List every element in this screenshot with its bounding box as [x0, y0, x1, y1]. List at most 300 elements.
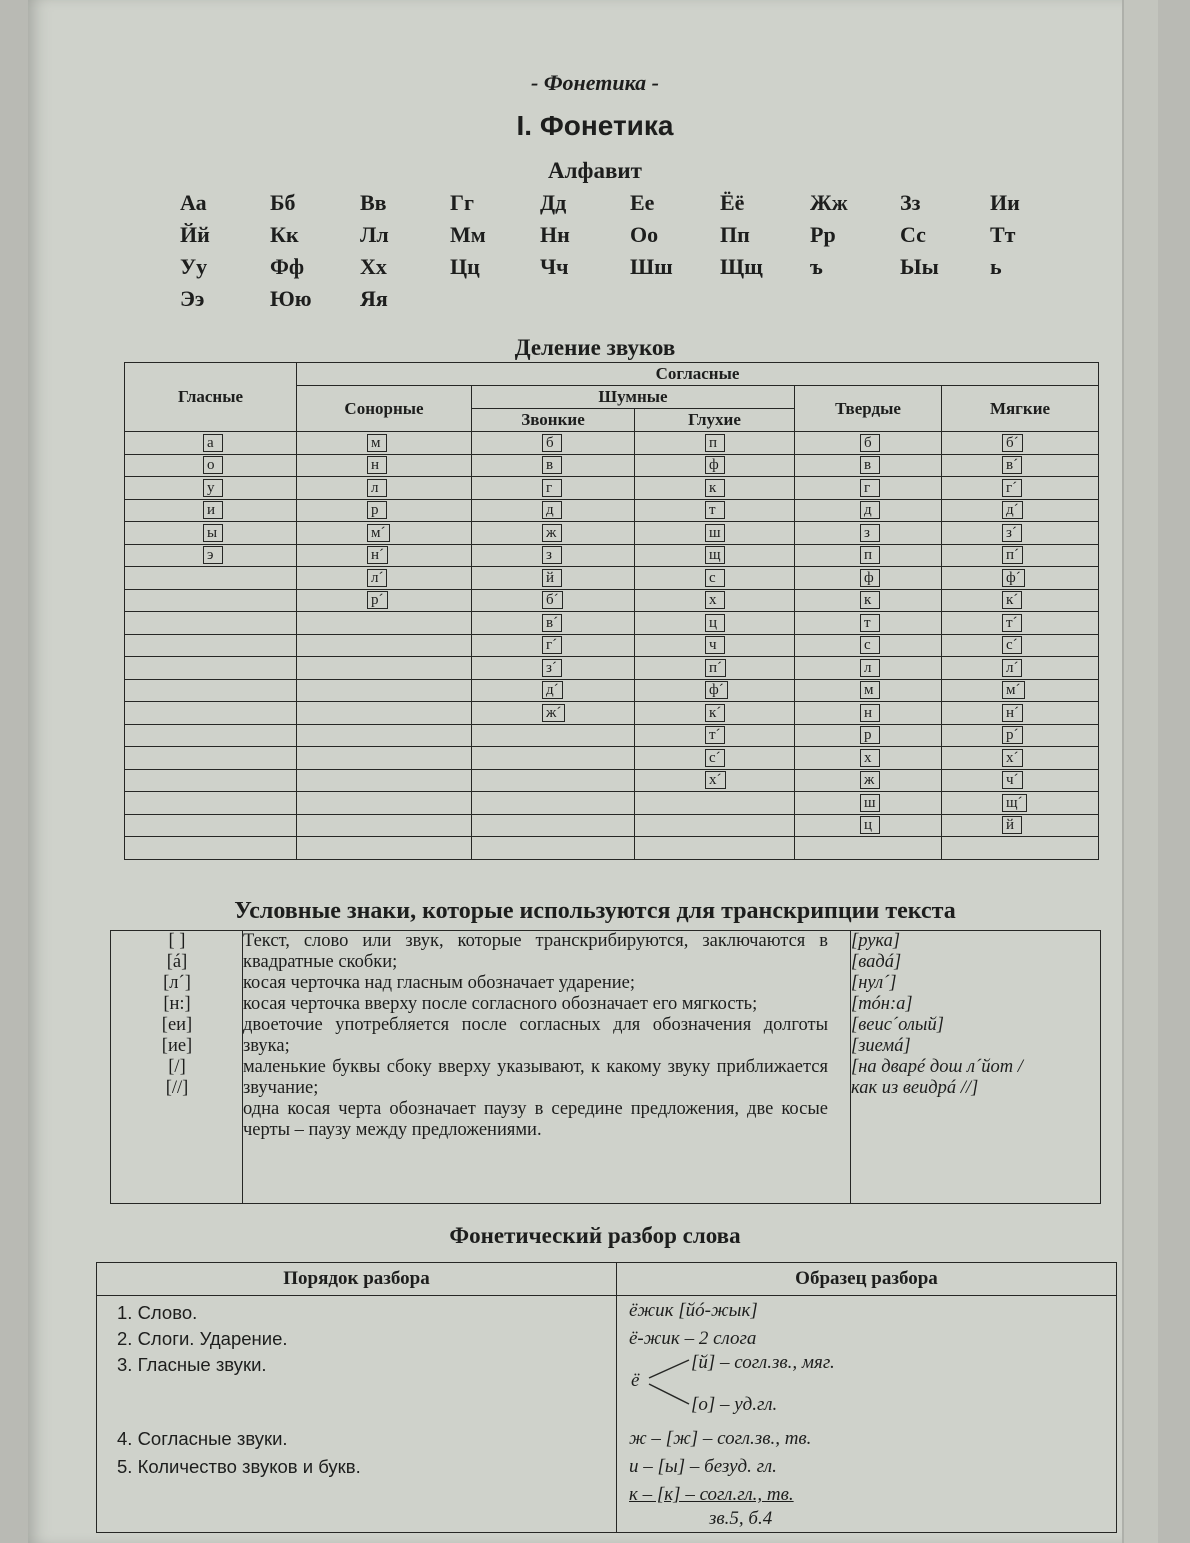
sound-cell [125, 634, 297, 657]
branch-lines [645, 1352, 695, 1412]
header-voiceless: Глухие [635, 409, 795, 432]
alphabet-letter: Ее [630, 190, 655, 215]
sound-cell [635, 814, 795, 837]
alphabet-letter: Вв [360, 190, 387, 215]
sound-symbol: р´ [1002, 726, 1023, 744]
running-title: - Фонетика - [531, 70, 659, 95]
alphabet-grid [170, 188, 1070, 313]
sound-cell [297, 657, 472, 680]
sound-cell [472, 454, 635, 477]
sound-cell [297, 634, 472, 657]
sound-symbol: н [367, 456, 387, 474]
alphabet-letter: Ыы [900, 254, 939, 279]
sound-cell [297, 702, 472, 725]
sound-cell [472, 567, 635, 590]
sound-cell [942, 544, 1099, 567]
sound-symbol: з´ [542, 659, 562, 677]
sound-cell [795, 477, 942, 500]
sound-cell [635, 499, 795, 522]
page-edge [1122, 0, 1158, 1543]
sound-symbol: н´ [367, 546, 388, 564]
sound-symbol: х´ [1002, 749, 1023, 767]
sound-symbol: ц [860, 816, 880, 834]
alphabet-letter: Йй [180, 222, 210, 247]
sound-symbol: з [860, 524, 880, 542]
sounds-table [124, 362, 1099, 860]
alphabet-letter: Зз [900, 190, 921, 215]
sound-cell [942, 837, 1099, 860]
sound-cell [795, 522, 942, 545]
alphabet-letter: Бб [270, 190, 296, 215]
example: [вадá] [851, 952, 902, 972]
parse-title: Фонетический разбор слова [449, 1223, 741, 1248]
sound-cell [472, 499, 635, 522]
symbol: [л´] [163, 973, 191, 993]
sound-cell [472, 724, 635, 747]
table-row [125, 432, 1099, 455]
sound-symbol: а [203, 434, 223, 452]
sound-cell [125, 612, 297, 635]
sample-line: ё-жик – 2 слога [629, 1328, 757, 1349]
sound-cell [942, 454, 1099, 477]
table-row [125, 544, 1099, 567]
sound-symbol: д [860, 501, 880, 519]
header-vowels: Гласные [125, 363, 297, 432]
sound-cell [297, 567, 472, 590]
sample-line: [о] – уд.гл. [691, 1394, 778, 1415]
sound-symbol: п´ [1002, 546, 1023, 564]
sound-symbol: л´ [367, 569, 387, 587]
parse-table [96, 1262, 1117, 1533]
sound-cell [635, 477, 795, 500]
sound-symbol: г [860, 479, 880, 497]
sound-symbol: ц [705, 614, 725, 632]
alphabet-letter: Тт [990, 222, 1016, 247]
parse-order-header: Порядок разбора [97, 1263, 617, 1296]
table-row [125, 454, 1099, 477]
alphabet-letter: Цц [450, 254, 480, 279]
sound-cell [635, 612, 795, 635]
sound-symbol: р´ [367, 591, 388, 609]
sound-cell [472, 522, 635, 545]
sound-cell [795, 567, 942, 590]
sound-symbol: р [860, 726, 880, 744]
sample-letter: ё [631, 1370, 640, 1391]
sound-symbol: м [367, 434, 387, 452]
sound-cell [297, 589, 472, 612]
sound-symbol: л [860, 659, 880, 677]
sound-cell [472, 589, 635, 612]
parse-sample-cell [617, 1296, 1117, 1533]
sound-cell [795, 634, 942, 657]
sound-symbol: ч [705, 636, 725, 654]
sound-symbol: ф [860, 569, 880, 587]
sound-cell [125, 792, 297, 815]
sound-symbol: в´ [542, 614, 562, 632]
sound-cell [795, 589, 942, 612]
sound-symbol: т [860, 614, 880, 632]
sound-symbol: с´ [705, 749, 725, 767]
sound-cell [795, 769, 942, 792]
sound-cell [472, 814, 635, 837]
sound-cell [795, 544, 942, 567]
sound-cell [635, 769, 795, 792]
sound-cell [125, 454, 297, 477]
alphabet-letter: Гг [450, 190, 474, 215]
sound-cell [125, 589, 297, 612]
table-row [125, 769, 1099, 792]
sound-cell [942, 657, 1099, 680]
example: [нул´] [851, 973, 897, 993]
sound-cell [942, 522, 1099, 545]
sound-cell [942, 792, 1099, 815]
sound-cell [635, 792, 795, 815]
sample-line: [й] – согл.зв., мяг. [691, 1352, 835, 1373]
alphabet-letter: Мм [450, 222, 486, 247]
sample-line: ёжик [йó-жык] [629, 1300, 758, 1321]
sound-cell [942, 702, 1099, 725]
sound-cell [125, 499, 297, 522]
sounds-table-body [125, 432, 1099, 860]
alphabet-letter: Ээ [180, 286, 205, 311]
description: одна косая черта обозначает паузу в середине предложения, две косые черты – паузу между предложениями. [243, 1099, 828, 1140]
sound-symbol: й [1002, 816, 1022, 834]
sound-symbol: к [860, 591, 880, 609]
sound-symbol: ч´ [1002, 771, 1023, 789]
alphabet-letter: Оо [630, 222, 659, 247]
sound-symbol: з [542, 546, 562, 564]
table-row [125, 747, 1099, 770]
header-sonorant: Сонорные [297, 386, 472, 432]
sound-cell [795, 432, 942, 455]
sound-cell [472, 657, 635, 680]
sound-symbol: щ´ [1002, 794, 1027, 812]
sound-cell [297, 477, 472, 500]
sound-symbol: з´ [1002, 524, 1022, 542]
sound-symbol: л´ [1002, 659, 1022, 677]
sound-cell [635, 432, 795, 455]
sound-cell [795, 657, 942, 680]
sound-cell [125, 477, 297, 500]
sound-symbol: в [542, 456, 562, 474]
symbol: [ ] [168, 931, 186, 951]
symbol: [//] [165, 1078, 189, 1098]
sound-cell [297, 814, 472, 837]
sound-cell [635, 747, 795, 770]
sound-cell [297, 837, 472, 860]
alphabet-letter: Фф [270, 254, 305, 279]
sound-symbol: ж´ [542, 704, 565, 722]
sound-cell [297, 792, 472, 815]
sound-cell [942, 499, 1099, 522]
sound-cell [472, 679, 635, 702]
sound-cell [125, 544, 297, 567]
table-row [125, 679, 1099, 702]
sound-cell [635, 679, 795, 702]
sound-symbol: м´ [1002, 681, 1025, 699]
descriptions-cell [243, 931, 851, 1204]
alphabet-letter: Кк [270, 222, 299, 247]
alphabet-letter: Рр [810, 222, 836, 247]
sound-cell [125, 679, 297, 702]
sound-cell [635, 544, 795, 567]
sound-cell [795, 724, 942, 747]
sound-symbol: г´ [542, 636, 562, 654]
sound-symbol: м [860, 681, 880, 699]
example: [зиемá] [851, 1036, 911, 1056]
symbol: [н:] [163, 994, 191, 1014]
sound-symbol: н´ [1002, 704, 1023, 722]
sound-symbol: п [705, 434, 725, 452]
parse-step: 3. Гласные звуки. [117, 1354, 267, 1375]
sound-cell [472, 432, 635, 455]
sound-cell [472, 792, 635, 815]
parse-step: 5. Количество звуков и букв. [117, 1456, 361, 1477]
table-row [125, 814, 1099, 837]
sound-symbol: с [860, 636, 880, 654]
sound-symbol: т´ [1002, 614, 1022, 632]
sound-symbol: г [542, 479, 562, 497]
sound-cell [795, 792, 942, 815]
sound-cell [125, 702, 297, 725]
sound-cell [942, 747, 1099, 770]
sound-symbol: ы [203, 524, 223, 542]
sound-cell [795, 747, 942, 770]
sound-cell [125, 769, 297, 792]
sound-cell [795, 814, 942, 837]
sound-cell [125, 432, 297, 455]
sound-cell [297, 522, 472, 545]
alphabet-letter: Чч [540, 254, 569, 279]
symbols-cell [111, 931, 243, 1204]
header-voiced: Звонкие [472, 409, 635, 432]
sound-symbol: у [203, 479, 223, 497]
sound-symbol: ф [705, 456, 725, 474]
alphabet-letter: Аа [180, 190, 207, 215]
sound-symbol: т´ [705, 726, 725, 744]
table-row [125, 657, 1099, 680]
alphabet-letter: Яя [360, 286, 388, 311]
sound-cell [472, 702, 635, 725]
examples-cell [851, 931, 1101, 1204]
sound-symbol: т [705, 501, 725, 519]
alphabet-letter: Ёё [720, 190, 745, 215]
alphabet-letter: Ии [990, 190, 1020, 215]
symbol: [á] [166, 952, 188, 972]
sound-cell [297, 544, 472, 567]
alphabet-letter: Юю [270, 286, 312, 311]
alphabet-letter: Нн [540, 222, 570, 247]
parse-step: 2. Слоги. Ударение. [117, 1328, 288, 1349]
alphabet-letter: Щщ [720, 254, 763, 279]
table-row [125, 567, 1099, 590]
sample-line: к – [к] – согл.гл., тв. [629, 1484, 794, 1505]
sound-symbol: м´ [367, 524, 390, 542]
sound-cell [472, 612, 635, 635]
sound-symbol: п´ [705, 659, 726, 677]
table-row [125, 837, 1099, 860]
alphabet-letter: Шш [630, 254, 673, 279]
table-row [125, 634, 1099, 657]
sample-line: зв.5, б.4 [709, 1508, 773, 1529]
sound-cell [942, 679, 1099, 702]
example: как из веидрá //] [851, 1078, 979, 1098]
sound-cell [942, 477, 1099, 500]
sound-symbol: д´ [542, 681, 563, 699]
sound-symbol: х [860, 749, 880, 767]
sound-cell [795, 702, 942, 725]
header-noisy: Шумные [472, 386, 795, 409]
parse-steps-cell [97, 1296, 617, 1533]
sound-symbol: ж [860, 771, 880, 789]
sound-symbol: ш [860, 794, 880, 812]
description: косая черточка над гласным обозначает ударение; [243, 973, 635, 993]
sound-cell [635, 589, 795, 612]
sound-cell [942, 589, 1099, 612]
sound-symbol: к´ [705, 704, 725, 722]
sound-cell [942, 432, 1099, 455]
sound-cell [635, 567, 795, 590]
sound-cell [297, 499, 472, 522]
sound-cell [125, 724, 297, 747]
sound-cell [297, 454, 472, 477]
sound-cell [472, 837, 635, 860]
sound-cell [795, 837, 942, 860]
sound-symbol: б´ [542, 591, 563, 609]
description: Текст, слово или звук, которые транскрибируются, заключаются в квадратные скобки; [243, 931, 828, 972]
sound-cell [297, 747, 472, 770]
example: [рука] [851, 931, 901, 951]
table-row [125, 522, 1099, 545]
header-hard: Твердые [795, 386, 942, 432]
sound-symbol: й [542, 569, 562, 587]
sound-symbol: и [203, 501, 223, 519]
table-row [125, 792, 1099, 815]
table-row [125, 702, 1099, 725]
sound-symbol: в´ [1002, 456, 1022, 474]
table-row [125, 589, 1099, 612]
sample-line: и – [ы] – безуд. гл. [629, 1456, 777, 1477]
sound-symbol: э [203, 546, 223, 564]
sound-cell [125, 522, 297, 545]
sound-cell [942, 612, 1099, 635]
sound-cell [942, 769, 1099, 792]
sound-symbol: р [367, 501, 387, 519]
sound-cell [472, 769, 635, 792]
sound-symbol: х [705, 591, 725, 609]
sound-symbol: в [860, 456, 880, 474]
alphabet-letter: ь [990, 254, 1002, 279]
alphabet-letter: Лл [360, 222, 389, 247]
example: [веис´олый] [851, 1015, 944, 1035]
symbol: [еи] [161, 1015, 193, 1035]
signs-title: Условные знаки, которые используются для транскрипции текста [234, 898, 956, 924]
sound-cell [297, 679, 472, 702]
sound-cell [942, 567, 1099, 590]
sound-symbol: к´ [1002, 591, 1022, 609]
sound-cell [635, 837, 795, 860]
sound-cell [125, 657, 297, 680]
sound-symbol: п [860, 546, 880, 564]
table-row [125, 724, 1099, 747]
alphabet-letter: Уу [180, 254, 208, 279]
sound-cell [472, 634, 635, 657]
sound-cell [795, 612, 942, 635]
sound-cell [942, 724, 1099, 747]
sound-symbol: х´ [705, 771, 726, 789]
sample-line: ж – [ж] – согл.зв., тв. [629, 1428, 812, 1449]
sound-cell [942, 634, 1099, 657]
alphabet-letter: Дд [540, 190, 567, 215]
alphabet-letter: Пп [720, 222, 750, 247]
sound-cell [795, 679, 942, 702]
sound-symbol: г´ [1002, 479, 1022, 497]
sound-cell [635, 702, 795, 725]
sound-cell [125, 837, 297, 860]
sounds-title: Деление звуков [514, 335, 676, 360]
example: [тóн:а] [851, 994, 913, 1014]
header-consonants: Согласные [297, 363, 1099, 386]
sound-cell [472, 544, 635, 567]
sound-symbol: б [542, 434, 562, 452]
sound-cell [942, 814, 1099, 837]
sound-cell [297, 724, 472, 747]
sound-symbol: б [860, 434, 880, 452]
sound-symbol: ф´ [1002, 569, 1025, 587]
signs-table [110, 930, 1101, 1204]
table-row [125, 499, 1099, 522]
section-title: I. Фонетика [516, 110, 674, 141]
sound-symbol: о [203, 456, 223, 474]
parse-step: 4. Согласные звуки. [117, 1428, 288, 1449]
alphabet-letter: Сс [900, 222, 926, 247]
table-row [125, 612, 1099, 635]
sound-symbol: ш [705, 524, 725, 542]
sound-cell [297, 612, 472, 635]
sound-cell [472, 747, 635, 770]
sound-symbol: б´ [1002, 434, 1023, 452]
alphabet-letter: Хх [360, 254, 387, 279]
sound-cell [297, 432, 472, 455]
sound-cell [795, 454, 942, 477]
sound-cell [635, 522, 795, 545]
description: двоеточие употребляется после согласных для обозначения долготы звука; [243, 1015, 828, 1056]
sound-cell [125, 567, 297, 590]
parse-step: 1. Слово. [117, 1302, 198, 1323]
alphabet-letter: Жж [810, 190, 848, 215]
sound-cell [125, 814, 297, 837]
alphabet-title: Алфавит [548, 158, 642, 183]
sound-symbol: н [860, 704, 880, 722]
table-row [125, 477, 1099, 500]
sound-symbol: ж [542, 524, 562, 542]
sound-symbol: ф´ [705, 681, 728, 699]
sound-cell [635, 634, 795, 657]
description: косая черточка вверху после согласного обозначает его мягкость; [243, 994, 758, 1014]
sound-cell [297, 769, 472, 792]
symbol: [ие] [161, 1036, 193, 1056]
sound-cell [635, 657, 795, 680]
example: [на дварé дош л´йот / [851, 1057, 1023, 1077]
sound-cell [795, 499, 942, 522]
symbol: [/] [168, 1057, 186, 1077]
sound-symbol: д [542, 501, 562, 519]
sound-cell [635, 454, 795, 477]
sound-symbol: д´ [1002, 501, 1023, 519]
description: маленькие буквы сбоку вверху указывают, к какому звуку приближается звучание; [243, 1057, 828, 1098]
parse-sample-header: Образец разбора [617, 1263, 1117, 1296]
header-soft: Мягкие [942, 386, 1099, 432]
